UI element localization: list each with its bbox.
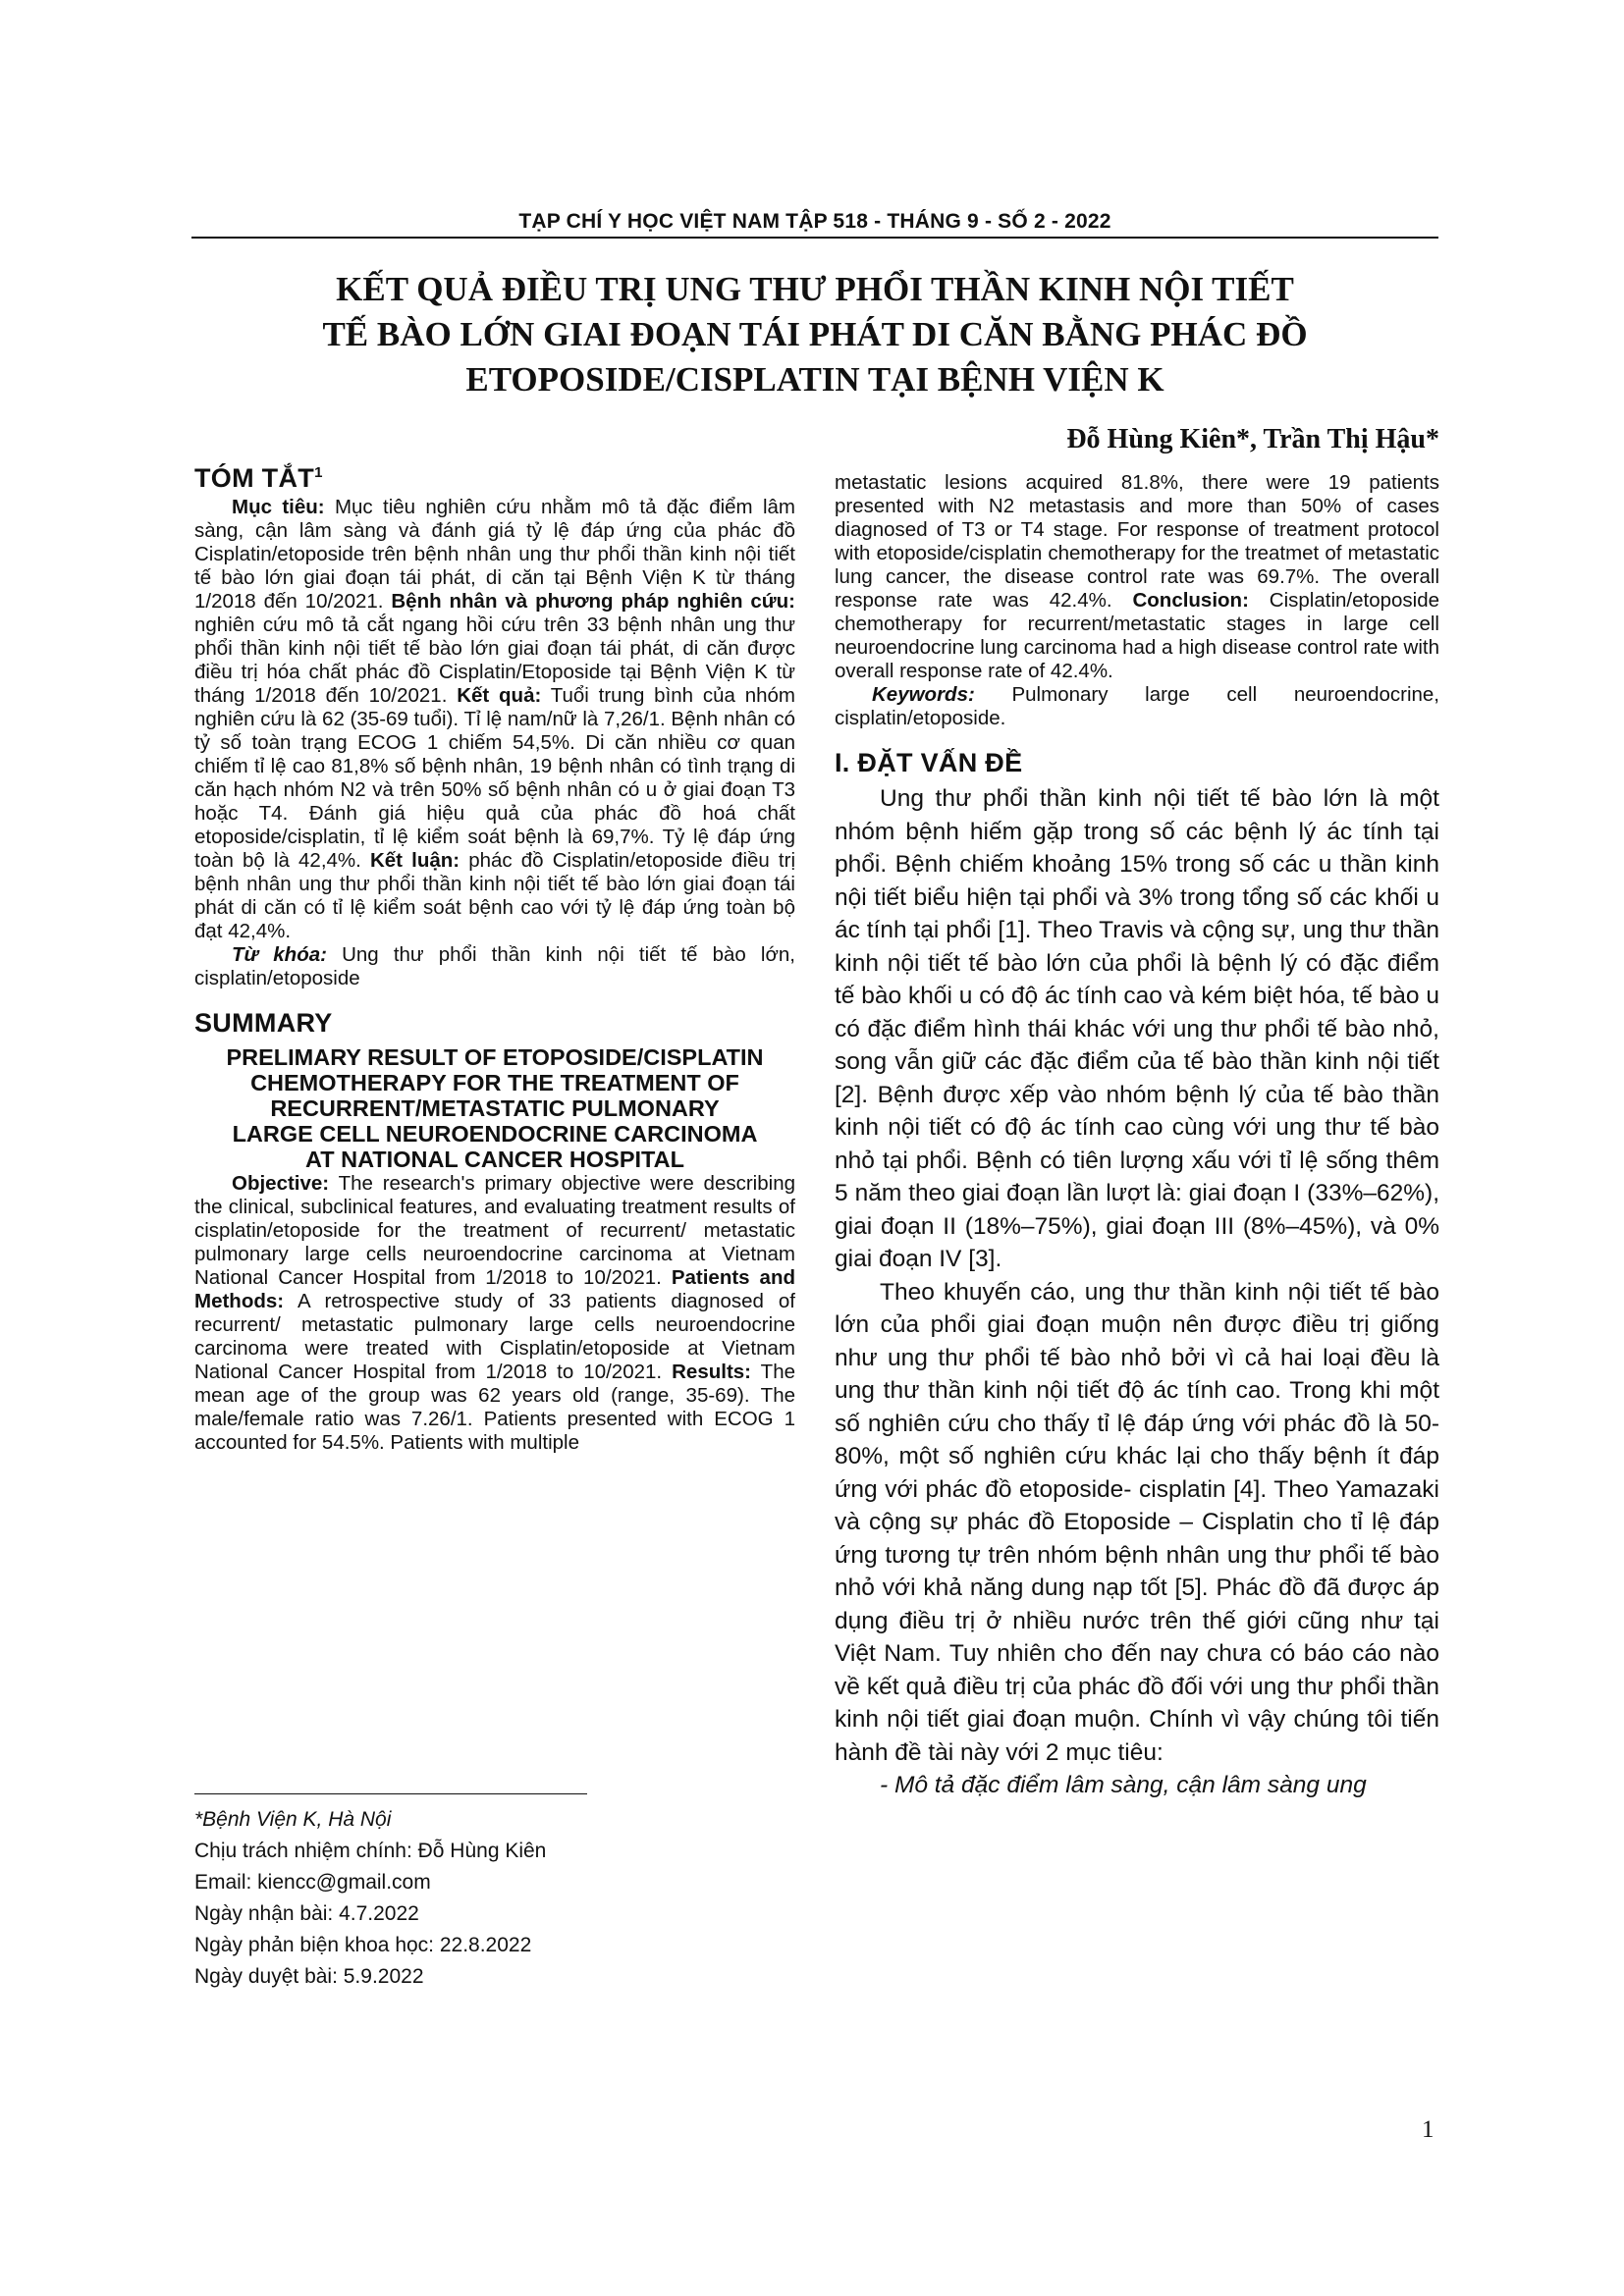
abstract-vi-methods-label: Bệnh nhân và phương pháp nghiên cứu: <box>391 590 795 613</box>
abstract-vi-keywords-label: Từ khóa: <box>232 943 327 966</box>
summary-paragraph <box>194 1172 795 1455</box>
page-number: 1 <box>1422 2116 1435 2143</box>
footnote-review-date: Ngày phản biện khoa học: 22.8.2022 <box>194 1934 532 1956</box>
abstract-vi-heading-text: TÓM TẮT <box>194 463 315 493</box>
abstract-vi-results-text: Tuổi trung bình của nhóm nghiên cứu là 62 (35-69 tuổi). Tỉ lệ nam/nữ là 7,26/1. Bệnh nhân có tỷ số toàn trạng ECOG 1 chiếm 54,5%. Di căn nhiều cơ quan chiếm tỉ lệ cao 81,8% số bệnh nhân, 19 bệnh nhân có tình trạng di căn hạch nhóm N2 và trên 50% số bệnh nhân có u ở giai đoạn T3 hoặc T4. Đánh giá hiệu quả của phác đồ hoá chất etoposide/cisplatin, tỉ lệ kiểm soát bệnh là 69,7%. Tỷ lệ đáp ứng toàn bộ là 42,4%. <box>194 684 796 872</box>
title-line-2: TẾ BÀO LỚN GIAI ĐOẠN TÁI PHÁT DI CĂN BẰNG PHÁC ĐỒ <box>322 315 1308 353</box>
intro-body <box>835 782 1439 1802</box>
summary-results-text: The mean age of the group was 62 years old (range, 35-69). The male/female ratio was 7.26/1. Patients presented with ECOG 1 accounted for 54.5%. Patients with multiple <box>194 1361 795 1454</box>
summary-methods-label: Patients and Methods: <box>194 1266 796 1312</box>
summary-title-line-5: AT NATIONAL CANCER HOSPITAL <box>305 1147 684 1172</box>
summary-title-line-1: PRELIMARY RESULT OF ETOPOSIDE/CISPLATIN <box>226 1044 764 1070</box>
authors: Đỗ Hùng Kiên*, Trần Thị Hậu* <box>1066 424 1439 454</box>
abstract-vi-conclusion-text: phác đồ Cisplatin/etoposide điều trị bệnh nhân ung thư phổi thần kinh nội tiết tế bào lớn giai đoạn tái phát di căn có tỉ lệ kiểm soát bệnh cao với tỷ lệ đáp ứng toàn bộ đạt 42,4%. <box>194 849 795 942</box>
abstract-vi-paragraph <box>194 496 795 943</box>
abstract-vi-objective-label: Mục tiêu: <box>232 496 325 518</box>
title-line-1: KẾT QUẢ ĐIỀU TRỊ UNG THƯ PHỔI THẦN KINH NỘI TIẾT <box>336 270 1294 308</box>
footnote-received-date: Ngày nhận bài: 4.7.2022 <box>194 1902 419 1925</box>
summary-continued-paragraph <box>835 471 1439 683</box>
summary-keywords-text: Pulmonary large cell neuroendocrine, cisplatin/etoposide. <box>835 683 1439 729</box>
running-header: TẠP CHÍ Y HỌC VIỆT NAM TẬP 518 - THÁNG 9 - SỐ 2 - 2022 <box>518 210 1111 233</box>
intro-paragraph-1: Ung thư phổi thần kinh nội tiết tế bào lớn là một nhóm bệnh hiếm gặp trong số các bệnh lý ác tính tại phổi. Bệnh chiếm khoảng 15% trong số các u thần kinh nội tiết biểu hiện tại phổi và 3% trong tổng số các khối u ác tính tại phổi [1]. Theo Travis và cộng sự, ung thư thần kinh nội tiết tế bào lớn của phổi là bệnh lý có đặc điểm tế bào khối u có độ ác tính cao và kém biệt hóa, tế bào u có đặc điểm hình thái khác với ung thư phổi tế bào nhỏ, song vẫn giữ các đặc điểm của tế bào thần kinh nội tiết [2]. Bệnh được xếp vào nhóm bệnh lý của tế bào thần kinh nội tiết có độ ác tính cao cùng với ung thư tế bào nhỏ tại phổi. Bệnh có tiên lượng xấu với tỉ lệ sống thêm 5 năm theo giai đoạn lần lượt là: giai đoạn I (33%–62%), giai đoạn II (18%–75%), giai đoạn III (8%–45%), và 0% giai đoạn IV [3]. <box>835 785 1439 1272</box>
abstract-vi-heading <box>194 463 795 494</box>
footnote-email: Email: kiencc@gmail.com <box>194 1871 431 1894</box>
header-rule <box>191 237 1438 239</box>
article-title <box>226 267 1404 402</box>
summary-title-line-4: LARGE CELL NEUROENDOCRINE CARCINOMA <box>232 1121 758 1147</box>
summary-heading: SUMMARY <box>194 1008 333 1038</box>
summary-conclusion-label: Conclusion: <box>1132 589 1249 612</box>
footnote-responsible-author: Chịu trách nhiệm chính: Đỗ Hùng Kiên <box>194 1840 547 1862</box>
abstract-vi-keywords <box>194 943 795 990</box>
left-column <box>194 463 795 1455</box>
footnote-approval-date: Ngày duyệt bài: 5.9.2022 <box>194 1965 424 1988</box>
right-column <box>835 471 1439 1802</box>
intro-heading: I. ĐẶT VẤN ĐỀ <box>835 748 1023 777</box>
abstract-vi-conclusion-label: Kết luận: <box>369 849 460 872</box>
summary-title <box>194 1044 795 1172</box>
summary-methods-text: A retrospective study of 33 patients diagnosed of recurrent/ metastatic pulmonary large cells neuroendocrine carcinoma were treated with Cisplatin/etoposide at Vietnam National Cancer Hospital from 1/2018 to 10/2021. <box>194 1290 795 1383</box>
title-line-3: ETOPOSIDE/CISPLATIN TẠI BỆNH VIỆN K <box>465 360 1164 399</box>
summary-objective-label: Objective: <box>232 1172 330 1195</box>
summary-conclusion-text: Cisplatin/etoposide chemotherapy for recurrent/metastatic stages in large cell neuroendocrine lung carcinoma had a high disease control rate with overall response rate of 42.4%. <box>835 589 1440 682</box>
footnotes <box>194 1804 744 1993</box>
summary-continued <box>835 471 1439 730</box>
summary-keywords-label: Keywords: <box>872 683 975 706</box>
summary-title-line-2: CHEMOTHERAPY FOR THE TREATMENT OF <box>250 1070 739 1095</box>
summary-keywords <box>835 683 1439 730</box>
intro-paragraph-2: Theo khuyến cáo, ung thư thần kinh nội tiết tế bào lớn của phổi giai đoạn muộn nên được điều trị giống như ung thư phổi tế bào nhỏ bởi vì cả hai loại đều là ung thư thần kinh nội tiết độ ác tính cao. Trong khi một số nghiên cứu cho thấy tỉ lệ đáp ứng với phác đồ là 50-80%, một số nghiên cứu khác lại cho thấy bệnh ít đáp ứng với phác đồ etoposide- cisplatin [4]. Theo Yamazaki và cộng sự phác đồ Etoposide – Cisplatin cho tỉ lệ đáp ứng tương tự trên nhóm bệnh nhân ung thư phổi tế bào nhỏ với khả năng dung nạp tốt [5]. Phác đồ đã được áp dụng điều trị ở nhiều nước trên thế giới cũng như tại Việt Nam. Tuy nhiên cho đến nay chưa có báo cáo nào về kết quả điều trị của phác đồ đối với ung thư phổi thần kinh nội tiết giai đoạn muộn. Chính vì vậy chúng tôi tiến hành đề tài này với 2 mục tiêu: <box>835 1278 1439 1766</box>
abstract-vi-results-label: Kết quả: <box>457 684 542 707</box>
abstract-vi-footnote-mark: 1 <box>314 464 323 481</box>
footnote-affiliation: *Bệnh Viện K, Hà Nội <box>194 1808 392 1831</box>
footnote-rule <box>194 1793 587 1794</box>
intro-objective-bullet: - Mô tả đặc điểm lâm sàng, cận lâm sàng ung <box>880 1772 1367 1798</box>
abstract-vi-methods-text: nghiên cứu mô tả cắt ngang hồi cứu trên 33 bệnh nhân ung thư phổi thần kinh nội tiết tế bào lớn giai đoạn tái phát, di căn được điều trị hóa chất phác đồ Cisplatin/Etoposide tại Bệnh Viện K từ tháng 1/2018 đến 10/2021. <box>194 614 795 707</box>
abstract-vi-objective-text: Mục tiêu nghiên cứu nhằm mô tả đặc điểm lâm sàng, cận lâm sàng và đánh giá tỷ lệ đáp ứng của phác đồ Cisplatin/etoposide trên bệnh nhân ung thư phổi thần kinh nội tiết tế bào lớn giai đoạn tái phát, di căn tại Bệnh Viện K từ tháng 1/2018 đến 10/2021. <box>194 496 796 613</box>
summary-results-text-continued: metastatic lesions acquired 81.8%, there were 19 patients presented with N2 metastasis and more than 50% of cases diagnosed of T3 or T4 stage. For response of treatment protocol with etoposide/cisplatin chemotherapy for the treatmet of metastatic lung cancer, the disease control rate was 69.7%. The overall response rate was 42.4%. <box>835 471 1439 612</box>
summary-results-label: Results: <box>672 1361 752 1383</box>
summary-objective-text: The research's primary objective were describing the clinical, subclinical features, and evaluating treatment results of cisplatin/etoposide for the treatment of recurrent/ metastatic pulmonary large cells neuroendocrine carcinoma at Vietnam National Cancer Hospital from 1/2018 to 10/2021. <box>194 1172 795 1289</box>
summary-title-line-3: RECURRENT/METASTATIC PULMONARY <box>270 1095 720 1121</box>
abstract-vi-keywords-text: Ung thư phổi thần kinh nội tiết tế bào lớn, cisplatin/etoposide <box>194 943 796 989</box>
